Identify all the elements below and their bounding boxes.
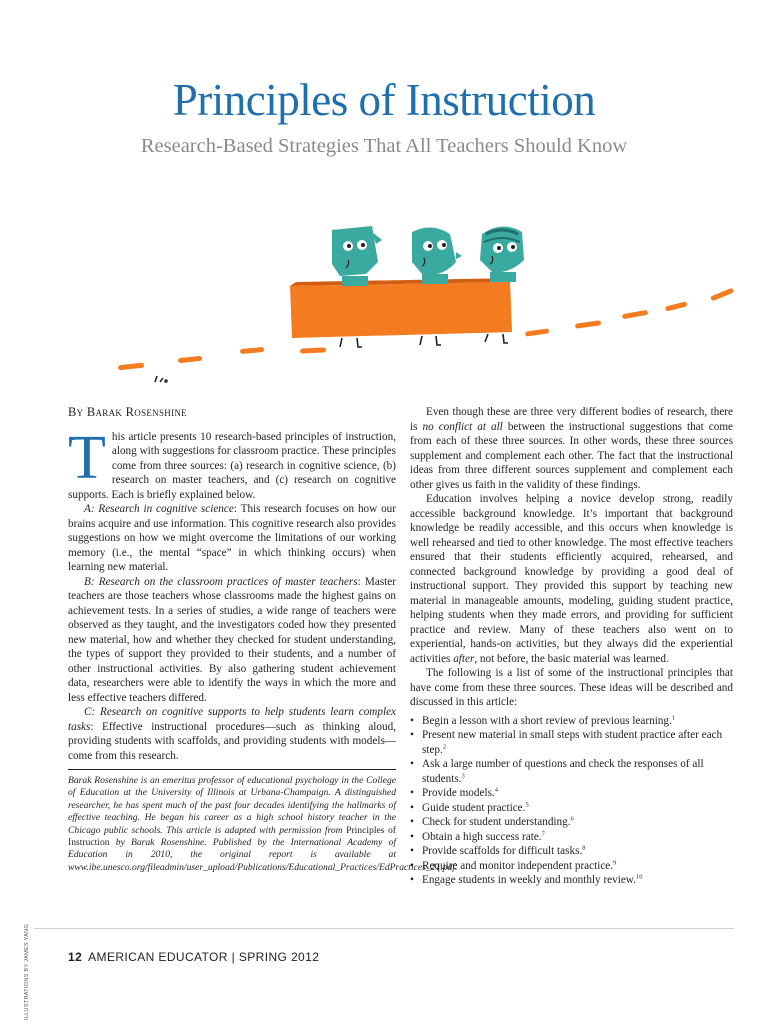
- list-item-text: Guide student practice.: [422, 801, 526, 814]
- byline-author: Barak Rosenshine: [86, 405, 187, 419]
- footnote-ref: 2: [442, 742, 447, 750]
- list-item: [410, 844, 733, 859]
- footnote-ref: 9: [613, 858, 617, 866]
- source-b-text: : Master teachers are those teachers whose classrooms made the highest gains on achievement tests. In a series of studies, a wide range of teachers were observed as they taught, and the investigators coded how they presented new material, how and whether they checked for student understanding, the types of support they provided to their students, and a number of other instructional activities. By also gathering student achievement data, researchers were able to identify the ways in which the more and less effective teachers differed.: [68, 575, 396, 704]
- right-p1-text-b: between the instructional suggestions that come from each of these three sources. In other words, these three sources supplement and complement each other. The fact that the instructional ideas from three different sources supplement and complement each other gives us faith in the validity of these findings.: [410, 420, 733, 491]
- dash-trail-right: [525, 288, 734, 337]
- source-c-paragraph: [68, 705, 396, 763]
- dropcap: T: [68, 423, 106, 492]
- source-c-text: : Effective instructional procedures—such as thinking aloud, providing students with scaffolds, and providing students with models—come from this research.: [68, 720, 396, 762]
- illustration-credit: ILLUSTRATIONS BY JAMES YANG: [24, 923, 30, 1020]
- footnote-ref: 5: [525, 800, 529, 808]
- list-item: [410, 801, 733, 816]
- list-item: [410, 815, 733, 830]
- list-item-text: Begin a lesson with a short review of previous learning.: [422, 714, 672, 727]
- source-a-label: A: Research in cognitive science: [84, 503, 234, 515]
- footnote-ref: 6: [570, 815, 574, 823]
- publication-info: AMERICAN EDUCATOR | SPRING 2012: [88, 950, 320, 964]
- right-p2-emphasis: after: [453, 652, 475, 665]
- list-item-text: Obtain a high success rate.: [422, 830, 542, 843]
- feet-marks-left: [155, 376, 167, 382]
- right-p2-text-b: , not before, the basic material was learned.: [474, 652, 669, 665]
- list-item-text: Provide models.: [422, 787, 495, 799]
- list-item-text: Check for student understanding.: [422, 816, 571, 828]
- source-a-text: : This research focuses on how our brains acquire and use information. This cognitive research also provides suggestions on how we might overcome the limitations of our working memory (i.e., the mental “space” in which thinking occurs) when learning new material.: [68, 503, 396, 573]
- intro-paragraph: [68, 423, 396, 503]
- footnote-ref: 4: [494, 786, 498, 794]
- footnote-ref: 10: [635, 873, 643, 881]
- byline: [68, 405, 396, 420]
- right-column: [410, 405, 733, 888]
- figure-2: [412, 227, 462, 284]
- footnote-ref: 3: [461, 771, 465, 779]
- right-p1-emphasis: no conflict at all: [422, 420, 503, 433]
- source-b-label: B: Research on the classroom practices of master teachers: [84, 575, 358, 588]
- right-paragraph-3: The following is a list of some of the instructional principles that have come from these three sources. These ideas will be described and discussed in this article:: [410, 667, 733, 708]
- intro-text: his article presents 10 research-based principles of instruction, along with suggestions for classroom practice. These principles come from three sources: (a) research in cognitive science, (b) research on master teachers, and (c) research on cognitive supports. Each is briefly explained below.: [68, 430, 396, 501]
- illustration: [110, 212, 750, 392]
- bio-divider: [68, 769, 396, 770]
- bio-text-2: by Barak Rosenshine. Published by the International Academy of Education in 2010, the original report is available at www.ibe.unesco.org/fileadmin/user_upload/Publications/Educational_Practices/EdPractices_21.pdf.: [68, 837, 458, 873]
- figure-1: [332, 226, 382, 286]
- list-item-text: Provide scaffolds for difficult tasks.: [422, 845, 583, 857]
- footer-divider: [34, 928, 734, 929]
- list-item-text: Require and monitor independent practice.: [422, 859, 614, 872]
- list-item: [410, 859, 733, 874]
- page-number: 12: [68, 950, 83, 964]
- author-bio: [68, 775, 458, 874]
- list-item: [410, 786, 733, 801]
- source-a-paragraph: [68, 502, 396, 575]
- footnote-ref: 8: [582, 844, 586, 852]
- list-item: [410, 757, 733, 786]
- list-item: [410, 714, 733, 729]
- principles-list: [410, 714, 733, 888]
- right-p1-text-a: Even though these are three very different bodies of research, there is: [410, 406, 733, 433]
- dash-trail-left: [118, 347, 326, 370]
- list-item-text: Present new material in small steps with student practice after each step.: [422, 729, 723, 756]
- article-subtitle: Research-Based Strategies That All Teachers Should Know: [140, 135, 628, 157]
- footnote-ref: 7: [541, 829, 545, 837]
- bio-book-title: Principles of Instruction: [68, 824, 396, 849]
- left-column: [68, 405, 458, 874]
- byline-prefix: By: [68, 405, 87, 419]
- orange-box: [290, 278, 514, 338]
- figure-3: [480, 226, 524, 282]
- page-footer: [68, 950, 319, 964]
- list-item: [410, 830, 733, 845]
- list-item-text: Engage students in weekly and monthly review.: [422, 874, 636, 886]
- list-item: [410, 873, 733, 888]
- source-b-paragraph: [68, 575, 396, 706]
- source-c-label: C: Research on cognitive supports to help students learn complex tasks: [68, 706, 396, 733]
- right-p2-text-a: Education involves helping a novice develop strong, readily accessible background knowledge. It’s important that background knowledge be readily accessible, and this occurs when knowledge is well rehearsed and tied to other knowledge. The most effective teachers ensured that their students efficiently acquired, rehearsed, and connected background knowledge by providing a good deal of instructional support. They provided this support by teaching new material in manageable amounts, modeling, guiding student practice, helping students when they made errors, and providing for sufficient practice and review. Many of these teachers also went on to experiential, hands-on activities, but they always did the experiential activities: [410, 493, 733, 665]
- footnote-ref: 1: [671, 713, 676, 721]
- bio-text-1: Barak Rosenshine is an emeritus professor of educational psychology in the College of Education at the University of Illinois at Urbana-Champaign. A distinguished researcher, he has spent much of the past four decades identifying the hallmarks of effective teaching. He began his career as a high school history teacher in the Chicago public schools. This article is adapted with permission from: [68, 775, 396, 836]
- right-paragraph-2: [410, 492, 733, 666]
- list-item-text: Ask a large number of questions and check the responses of all students.: [422, 758, 704, 785]
- right-paragraph-1: [410, 405, 733, 492]
- article-title: Principles of Instruction: [172, 75, 596, 125]
- list-item: [410, 728, 733, 757]
